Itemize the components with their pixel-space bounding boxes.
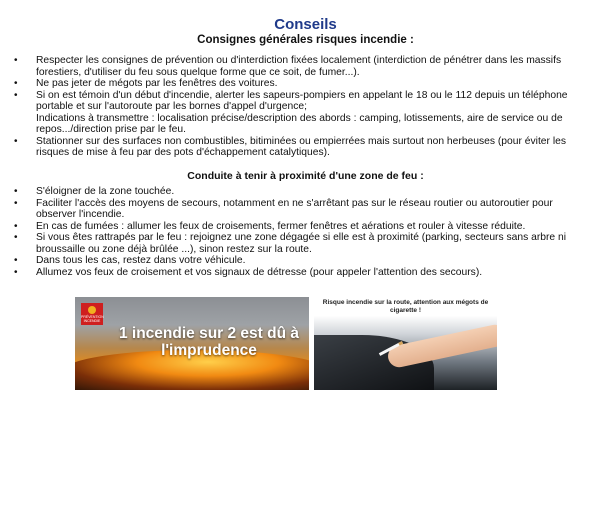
list-item: • S'éloigner de la zone touchée. (12, 186, 584, 198)
wildfire-imprudence-image (75, 297, 309, 390)
prevention-incendie-logo (81, 303, 103, 325)
section-heading-general: Consignes générales risques incendie : (197, 34, 414, 46)
list-item-continuation: Indications à transmettre : localisation précise/description des abords : camping, lotissements, aire de service ou de repos.../direction prise par le feu. (36, 112, 563, 135)
list-item: • Stationner sur des surfaces non combustibles, bitiminées ou empierrées mais surtout non herbeuses (pour éviter les risques de mise à feu par des pots d'échappement catalytiques). (12, 136, 584, 159)
cigarette-road-risk-image (314, 297, 497, 390)
list-item: • Allumez vos feux de croisement et vos signaux de détresse (pour appeler l'attention des secours). (12, 267, 584, 279)
list-item: • Faciliter l'accès des moyens de secours, notamment en ne s'arrêtant pas sur le réseau routier ou autoroutier pour observer l'incendie. (12, 198, 584, 221)
image-caption: 1 incendie sur 2 est dû à l'imprudence (118, 325, 300, 359)
list-item: • Si on est témoin d'un début d'incendie, alerter les sapeurs-pompiers en appelant le 18 ou le 112 depuis un téléphone portable et sur l'autoroute par les bornes d'appel d'urgence; (12, 90, 584, 113)
section-heading-fire-zone: Conduite à tenir à proximité d'une zone de feu : (187, 170, 424, 182)
logo-text: PRÉVENTION INCENDIE (81, 315, 104, 323)
list-item: • En cas de fumées : allumer les feux de croisements, fermer fenêtres et aérations et rouler à vitesse réduite. (12, 221, 584, 233)
fire-zone-instructions-list (12, 186, 584, 278)
general-instructions-list (12, 55, 584, 159)
list-item: • Ne pas jeter de mégots par les fenêtres des voitures. (12, 78, 584, 90)
list-item: • Respecter les consignes de prévention ou d'interdiction fixées localement (interdiction de pénétrer dans les massifs forestiers, d'utiliser du feu sous quelque forme que ce soit, de fumer...). (12, 55, 584, 78)
arm-illustration (386, 323, 497, 369)
leaf-icon (88, 306, 96, 314)
page-title: Conseils (274, 16, 337, 33)
list-item: • Si vous êtes rattrapés par le feu : rejoignez une zone dégagée si elle est à proximité (parking, secteurs sans arbre ni broussaille ou zone déjà brûlée ...), sinon restez sur la route. (12, 232, 584, 255)
image-caption: Risque incendie sur la route, attention aux mégots de cigarette ! (322, 299, 489, 314)
list-item: • Dans tous les cas, restez dans votre véhicule. (12, 255, 584, 267)
